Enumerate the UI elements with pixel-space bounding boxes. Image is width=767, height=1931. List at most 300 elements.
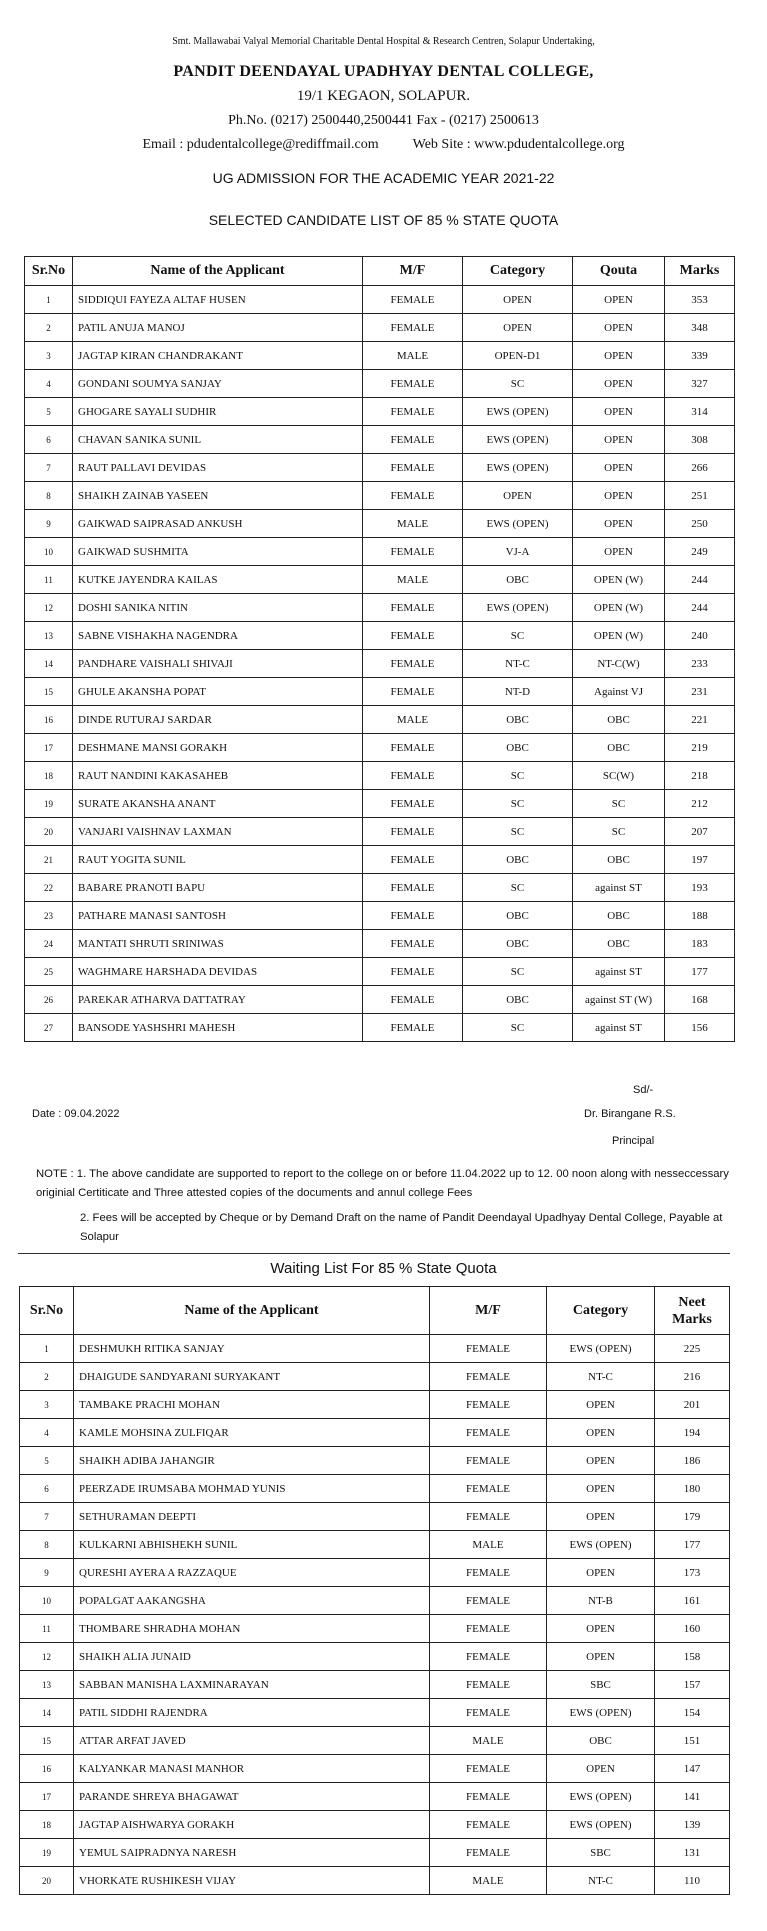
cell-srno: 19 (25, 790, 73, 818)
cell-marks: 353 (665, 286, 735, 314)
cell-category: SBC (547, 1839, 655, 1867)
cell-name: SETHURAMAN DEEPTI (74, 1503, 430, 1531)
table-row (25, 930, 735, 958)
table-row (25, 986, 735, 1014)
cell-gender: FEMALE (363, 426, 463, 454)
cell-category: NT-C (463, 650, 573, 678)
cell-marks: 251 (665, 482, 735, 510)
college-name: PANDIT DEENDAYAL UPADHYAY DENTAL COLLEGE, (173, 63, 594, 80)
cell-quota: against ST (573, 1014, 665, 1042)
cell-name: THOMBARE SHRADHA MOHAN (74, 1615, 430, 1643)
sd-mark: Sd/- (633, 1084, 654, 1096)
cell-srno: 17 (20, 1783, 74, 1811)
cell-category: SC (463, 818, 573, 846)
cell-name: GHULE AKANSHA POPAT (73, 678, 363, 706)
table-row (20, 1391, 730, 1419)
table-row (20, 1811, 730, 1839)
cell-name: VANJARI VAISHNAV LAXMAN (73, 818, 363, 846)
cell-category: OBC (463, 986, 573, 1014)
table-row (25, 818, 735, 846)
cell-quota: OPEN (W) (573, 622, 665, 650)
cell-category: EWS (OPEN) (547, 1783, 655, 1811)
cell-marks: 250 (665, 510, 735, 538)
cell-name: MANTATI SHRUTI SRINIWAS (73, 930, 363, 958)
cell-gender: FEMALE (430, 1671, 547, 1699)
table-row (20, 1475, 730, 1503)
cell-marks: 183 (665, 930, 735, 958)
cell-marks: 244 (665, 594, 735, 622)
cell-gender: FEMALE (363, 818, 463, 846)
cell-srno: 11 (20, 1615, 74, 1643)
col-header-quota: Qouta (573, 257, 665, 286)
table-row (25, 762, 735, 790)
table-row (25, 734, 735, 762)
table-row (20, 1615, 730, 1643)
cell-neet-marks: 139 (655, 1811, 730, 1839)
table-row (25, 286, 735, 314)
cell-category: OPEN (547, 1447, 655, 1475)
cell-quota: OBC (573, 902, 665, 930)
col-header-srno: Sr.No (25, 257, 73, 286)
table-row (20, 1699, 730, 1727)
cell-category: NT-D (463, 678, 573, 706)
cell-gender: MALE (363, 566, 463, 594)
cell-neet-marks: 180 (655, 1475, 730, 1503)
college-email: Email : pdudentalcollege@rediffmail.com (142, 137, 379, 152)
cell-category: SC (463, 1014, 573, 1042)
cell-gender: FEMALE (363, 930, 463, 958)
cell-gender: FEMALE (363, 790, 463, 818)
cell-name: CHAVAN SANIKA SUNIL (73, 426, 363, 454)
cell-quota: against ST (W) (573, 986, 665, 1014)
table-row (25, 482, 735, 510)
table-row (20, 1587, 730, 1615)
col-header-neet-marks: Neet Marks (655, 1287, 730, 1335)
cell-name: SIDDIQUI FAYEZA ALTAF HUSEN (73, 286, 363, 314)
table-row (25, 678, 735, 706)
cell-quota: OPEN (573, 342, 665, 370)
col-header-name: Name of the Applicant (73, 257, 363, 286)
cell-neet-marks: 131 (655, 1839, 730, 1867)
cell-gender: MALE (363, 706, 463, 734)
cell-srno: 4 (25, 370, 73, 398)
waiting-list-title: Waiting List For 85 % State Quota (270, 1260, 497, 1277)
cell-marks: 249 (665, 538, 735, 566)
cell-srno: 7 (25, 454, 73, 482)
cell-category: OPEN (463, 482, 573, 510)
cell-name: PATIL SIDDHI RAJENDRA (74, 1699, 430, 1727)
cell-neet-marks: 147 (655, 1755, 730, 1783)
cell-srno: 6 (20, 1475, 74, 1503)
cell-marks: 177 (665, 958, 735, 986)
cell-gender: FEMALE (430, 1811, 547, 1839)
cell-srno: 10 (20, 1587, 74, 1615)
cell-name: ATTAR ARFAT JAVED (74, 1727, 430, 1755)
cell-name: SABNE VISHAKHA NAGENDRA (73, 622, 363, 650)
cell-quota: OBC (573, 846, 665, 874)
cell-name: JAGTAP AISHWARYA GORAKH (74, 1811, 430, 1839)
cell-gender: FEMALE (363, 650, 463, 678)
cell-srno: 22 (25, 874, 73, 902)
cell-category: EWS (OPEN) (547, 1531, 655, 1559)
cell-srno: 2 (20, 1363, 74, 1391)
cell-neet-marks: 160 (655, 1615, 730, 1643)
cell-marks: 231 (665, 678, 735, 706)
cell-category: EWS (OPEN) (463, 426, 573, 454)
table-header-row (25, 257, 735, 286)
cell-name: PAREKAR ATHARVA DATTATRAY (73, 986, 363, 1014)
section-divider (18, 1253, 730, 1254)
cell-neet-marks: 154 (655, 1699, 730, 1727)
cell-neet-marks: 157 (655, 1671, 730, 1699)
cell-gender: FEMALE (430, 1839, 547, 1867)
table-row (25, 706, 735, 734)
cell-name: RAUT PALLAVI DEVIDAS (73, 454, 363, 482)
cell-srno: 20 (25, 818, 73, 846)
cell-name: PARANDE SHREYA BHAGAWAT (74, 1783, 430, 1811)
table-row (20, 1643, 730, 1671)
cell-category: OBC (463, 706, 573, 734)
cell-marks: 156 (665, 1014, 735, 1042)
cell-srno: 14 (25, 650, 73, 678)
cell-neet-marks: 151 (655, 1727, 730, 1755)
cell-gender: FEMALE (430, 1755, 547, 1783)
cell-quota: OPEN (573, 510, 665, 538)
table-header-row (20, 1287, 730, 1335)
cell-gender: FEMALE (430, 1699, 547, 1727)
cell-category: NT-B (547, 1587, 655, 1615)
cell-srno: 8 (25, 482, 73, 510)
cell-gender: FEMALE (430, 1391, 547, 1419)
cell-category: OBC (547, 1727, 655, 1755)
cell-gender: MALE (430, 1531, 547, 1559)
cell-gender: MALE (430, 1867, 547, 1895)
table-row (20, 1419, 730, 1447)
cell-marks: 207 (665, 818, 735, 846)
cell-marks: 244 (665, 566, 735, 594)
col-header-name: Name of the Applicant (74, 1287, 430, 1335)
trust-line: Smt. Mallawabai Valyal Memorial Charitable Dental Hospital & Research Centren, Solapur Undertaking, (172, 36, 595, 47)
cell-name: SHAIKH ALIA JUNAID (74, 1643, 430, 1671)
cell-gender: FEMALE (430, 1475, 547, 1503)
cell-name: SHAIKH ADIBA JAHANGIR (74, 1447, 430, 1475)
cell-quota: OPEN (W) (573, 566, 665, 594)
cell-srno: 27 (25, 1014, 73, 1042)
table-row (25, 566, 735, 594)
table-row (25, 622, 735, 650)
cell-marks: 218 (665, 762, 735, 790)
table-row (20, 1727, 730, 1755)
note-2: 2. Fees will be accepted by Cheque or by Demand Draft on the name of Pandit Deendayal Upadhyay Dental College, Payable at Solapur (80, 1212, 723, 1243)
cell-srno: 4 (20, 1419, 74, 1447)
cell-srno: 15 (25, 678, 73, 706)
cell-srno: 16 (20, 1755, 74, 1783)
cell-quota: OPEN (573, 314, 665, 342)
cell-gender: FEMALE (363, 538, 463, 566)
cell-gender: FEMALE (363, 678, 463, 706)
cell-gender: FEMALE (430, 1503, 547, 1531)
note-1: NOTE : 1. The above candidate are supported to report to the college on or before 11.04.2022 up to 12. 00 noon along with nesseccessary originial Certiticate and Three attested copies of the documents and annul college Fees (36, 1168, 729, 1199)
cell-srno: 9 (25, 510, 73, 538)
cell-name: JAGTAP KIRAN CHANDRAKANT (73, 342, 363, 370)
cell-name: DESHMUKH RITIKA SANJAY (74, 1335, 430, 1363)
table-row (20, 1363, 730, 1391)
cell-name: GAIKWAD SUSHMITA (73, 538, 363, 566)
cell-name: WAGHMARE HARSHADA DEVIDAS (73, 958, 363, 986)
cell-srno: 12 (25, 594, 73, 622)
table-row (20, 1531, 730, 1559)
cell-neet-marks: 186 (655, 1447, 730, 1475)
cell-quota: OPEN (573, 482, 665, 510)
cell-srno: 25 (25, 958, 73, 986)
cell-name: DOSHI SANIKA NITIN (73, 594, 363, 622)
cell-gender: FEMALE (363, 454, 463, 482)
cell-name: VHORKATE RUSHIKESH VIJAY (74, 1867, 430, 1895)
cell-gender: FEMALE (430, 1335, 547, 1363)
cell-quota: against ST (573, 958, 665, 986)
cell-category: OBC (463, 566, 573, 594)
cell-name: KAMLE MOHSINA ZULFIQAR (74, 1419, 430, 1447)
cell-gender: MALE (430, 1727, 547, 1755)
cell-gender: FEMALE (363, 874, 463, 902)
cell-category: OBC (463, 902, 573, 930)
cell-marks: 219 (665, 734, 735, 762)
cell-category: OBC (463, 930, 573, 958)
cell-neet-marks: 216 (655, 1363, 730, 1391)
cell-gender: FEMALE (430, 1363, 547, 1391)
cell-gender: FEMALE (430, 1615, 547, 1643)
cell-name: SURATE AKANSHA ANANT (73, 790, 363, 818)
cell-gender: FEMALE (363, 314, 463, 342)
cell-category: OPEN-D1 (463, 342, 573, 370)
cell-srno: 13 (25, 622, 73, 650)
cell-neet-marks: 201 (655, 1391, 730, 1419)
cell-quota: OPEN (573, 426, 665, 454)
cell-gender: FEMALE (430, 1447, 547, 1475)
cell-category: OPEN (547, 1419, 655, 1447)
cell-srno: 12 (20, 1643, 74, 1671)
selected-candidates-table (24, 256, 735, 1042)
table-row (25, 398, 735, 426)
cell-name: PANDHARE VAISHALI SHIVAJI (73, 650, 363, 678)
table-row (25, 874, 735, 902)
table-row (25, 594, 735, 622)
cell-quota: SC(W) (573, 762, 665, 790)
cell-category: OBC (463, 734, 573, 762)
table-row (25, 314, 735, 342)
cell-quota: OPEN (573, 286, 665, 314)
cell-name: QURESHI AYERA A RAZZAQUE (74, 1559, 430, 1587)
cell-name: BABARE PRANOTI BAPU (73, 874, 363, 902)
cell-srno: 18 (20, 1811, 74, 1839)
college-website: Web Site : www.pdudentalcollege.org (412, 137, 625, 152)
cell-gender: FEMALE (363, 398, 463, 426)
cell-marks: 327 (665, 370, 735, 398)
cell-neet-marks: 179 (655, 1503, 730, 1531)
cell-srno: 16 (25, 706, 73, 734)
cell-gender: FEMALE (363, 370, 463, 398)
cell-name: DESHMANE MANSI GORAKH (73, 734, 363, 762)
selected-list-title: SELECTED CANDIDATE LIST OF 85 % STATE QUOTA (208, 212, 559, 228)
table-row (20, 1783, 730, 1811)
cell-category: EWS (OPEN) (463, 510, 573, 538)
cell-category: SBC (547, 1671, 655, 1699)
cell-gender: FEMALE (363, 594, 463, 622)
cell-srno: 23 (25, 902, 73, 930)
cell-name: SHAIKH ZAINAB YASEEN (73, 482, 363, 510)
cell-gender: MALE (363, 510, 463, 538)
college-address: 19/1 KEGAON, SOLAPUR. (296, 88, 471, 104)
cell-gender: FEMALE (363, 902, 463, 930)
cell-quota: against ST (573, 874, 665, 902)
cell-quota: Against VJ (573, 678, 665, 706)
cell-category: EWS (OPEN) (547, 1699, 655, 1727)
cell-marks: 314 (665, 398, 735, 426)
cell-name: PEERZADE IRUMSABA MOHMAD YUNIS (74, 1475, 430, 1503)
table-row (25, 538, 735, 566)
cell-name: GHOGARE SAYALI SUDHIR (73, 398, 363, 426)
cell-name: SABBAN MANISHA LAXMINARAYAN (74, 1671, 430, 1699)
cell-neet-marks: 158 (655, 1643, 730, 1671)
cell-quota: SC (573, 790, 665, 818)
cell-quota: OPEN (W) (573, 594, 665, 622)
principal-designation: Principal (612, 1135, 655, 1147)
cell-name: GONDANI SOUMYA SANJAY (73, 370, 363, 398)
cell-srno: 7 (20, 1503, 74, 1531)
cell-category: SC (463, 370, 573, 398)
cell-marks: 308 (665, 426, 735, 454)
cell-quota: NT-C(W) (573, 650, 665, 678)
cell-quota: OBC (573, 930, 665, 958)
cell-quota: OPEN (573, 398, 665, 426)
table-row (25, 902, 735, 930)
cell-category: OPEN (463, 314, 573, 342)
cell-name: PATHARE MANASI SANTOSH (73, 902, 363, 930)
table-row (20, 1503, 730, 1531)
cell-category: OPEN (547, 1475, 655, 1503)
cell-category: EWS (OPEN) (463, 398, 573, 426)
cell-marks: 168 (665, 986, 735, 1014)
table-row (20, 1559, 730, 1587)
table-row (20, 1447, 730, 1475)
cell-neet-marks: 173 (655, 1559, 730, 1587)
cell-category: OPEN (463, 286, 573, 314)
cell-srno: 10 (25, 538, 73, 566)
cell-gender: FEMALE (363, 958, 463, 986)
cell-name: TAMBAKE PRACHI MOHAN (74, 1391, 430, 1419)
cell-marks: 221 (665, 706, 735, 734)
cell-name: KULKARNI ABHISHEKH SUNIL (74, 1531, 430, 1559)
cell-quota: SC (573, 818, 665, 846)
cell-category: EWS (OPEN) (547, 1335, 655, 1363)
cell-gender: FEMALE (363, 762, 463, 790)
cell-srno: 3 (25, 342, 73, 370)
cell-category: SC (463, 762, 573, 790)
cell-srno: 19 (20, 1839, 74, 1867)
cell-category: OPEN (547, 1615, 655, 1643)
cell-name: DHAIGUDE SANDYARANI SURYAKANT (74, 1363, 430, 1391)
cell-neet-marks: 141 (655, 1783, 730, 1811)
cell-srno: 3 (20, 1391, 74, 1419)
table-row (25, 650, 735, 678)
cell-name: KALYANKAR MANASI MANHOR (74, 1755, 430, 1783)
cell-srno: 5 (20, 1447, 74, 1475)
cell-gender: FEMALE (363, 986, 463, 1014)
list-date: Date : 09.04.2022 (32, 1108, 120, 1120)
cell-quota: OBC (573, 734, 665, 762)
cell-marks: 212 (665, 790, 735, 818)
cell-category: OPEN (547, 1559, 655, 1587)
cell-srno: 9 (20, 1559, 74, 1587)
cell-category: SC (463, 790, 573, 818)
table-row (25, 510, 735, 538)
table-row (20, 1839, 730, 1867)
cell-marks: 348 (665, 314, 735, 342)
cell-category: OPEN (547, 1755, 655, 1783)
cell-category: EWS (OPEN) (547, 1811, 655, 1839)
cell-gender: FEMALE (430, 1643, 547, 1671)
cell-category: NT-C (547, 1363, 655, 1391)
col-header-category: Category (547, 1287, 655, 1335)
cell-category: VJ-A (463, 538, 573, 566)
cell-gender: FEMALE (430, 1783, 547, 1811)
cell-srno: 21 (25, 846, 73, 874)
cell-name: PATIL ANUJA MANOJ (73, 314, 363, 342)
cell-srno: 20 (20, 1867, 74, 1895)
cell-name: GAIKWAD SAIPRASAD ANKUSH (73, 510, 363, 538)
cell-category: OBC (463, 846, 573, 874)
col-header-marks: Marks (665, 257, 735, 286)
table-row (25, 846, 735, 874)
table-row (25, 958, 735, 986)
cell-neet-marks: 225 (655, 1335, 730, 1363)
cell-marks: 266 (665, 454, 735, 482)
col-header-srno: Sr.No (20, 1287, 74, 1335)
cell-neet-marks: 194 (655, 1419, 730, 1447)
cell-quota: OPEN (573, 370, 665, 398)
cell-marks: 233 (665, 650, 735, 678)
cell-quota: OPEN (573, 538, 665, 566)
cell-neet-marks: 177 (655, 1531, 730, 1559)
cell-gender: MALE (363, 342, 463, 370)
cell-name: RAUT YOGITA SUNIL (73, 846, 363, 874)
cell-name: RAUT NANDINI KAKASAHEB (73, 762, 363, 790)
principal-name: Dr. Birangane R.S. (584, 1108, 676, 1120)
cell-srno: 6 (25, 426, 73, 454)
cell-name: YEMUL SAIPRADNYA NARESH (74, 1839, 430, 1867)
cell-category: NT-C (547, 1867, 655, 1895)
table-row (20, 1867, 730, 1895)
college-phone: Ph.No. (0217) 2500440,2500441 Fax - (0217) 2500613 (228, 113, 539, 128)
cell-gender: FEMALE (363, 622, 463, 650)
cell-gender: FEMALE (430, 1419, 547, 1447)
table-row (25, 790, 735, 818)
cell-quota: OPEN (573, 454, 665, 482)
cell-srno: 13 (20, 1671, 74, 1699)
cell-neet-marks: 110 (655, 1867, 730, 1895)
table-row (25, 426, 735, 454)
cell-marks: 188 (665, 902, 735, 930)
cell-name: DINDE RUTURAJ SARDAR (73, 706, 363, 734)
cell-name: POPALGAT AAKANGSHA (74, 1587, 430, 1615)
cell-srno: 11 (25, 566, 73, 594)
cell-gender: FEMALE (430, 1587, 547, 1615)
cell-srno: 18 (25, 762, 73, 790)
table-row (20, 1335, 730, 1363)
cell-srno: 26 (25, 986, 73, 1014)
cell-category: OPEN (547, 1643, 655, 1671)
cell-name: BANSODE YASHSHRI MAHESH (73, 1014, 363, 1042)
